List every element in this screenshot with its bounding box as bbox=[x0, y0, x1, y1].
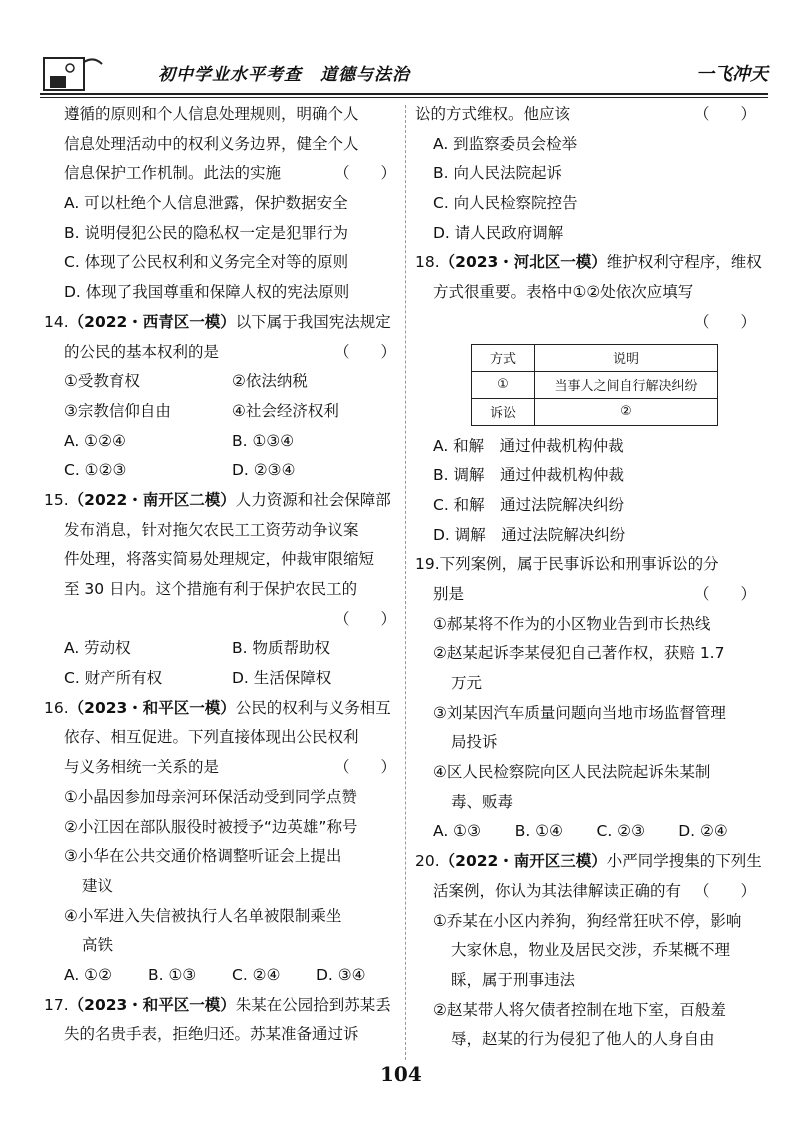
q15-number: 15. bbox=[44, 490, 69, 509]
q16-item-4: ④小军进入失信被执行人名单被限制乘坐 bbox=[64, 906, 342, 925]
q19-item-3: ③刘某因汽车质量问题向当地市场监督管理 bbox=[433, 703, 726, 722]
q19-option-c[interactable]: C. ②③ bbox=[596, 822, 645, 841]
q18-table-cell: 诉讼 bbox=[472, 398, 535, 425]
q16-stem-line: 依存、相互促进。下列直接体现出公民权利 bbox=[64, 728, 359, 747]
q18-option-a[interactable]: A. 和解 通过仲裁机构仲裁 bbox=[433, 436, 624, 455]
q13-stem-end: 信息保护工作机制。此法的实施 bbox=[64, 164, 282, 183]
q15-stem-line: 件处理，将落实简易处理规定，仲裁审限缩短 bbox=[64, 550, 375, 569]
q13-text-line: 信息处理活动中的权利义务边界，健全个人 bbox=[64, 134, 359, 153]
q20-stem-text-2: 活案例，你认为其法律解读正确的有 bbox=[433, 881, 682, 900]
q20-answer-blank[interactable]: （ ） bbox=[693, 881, 756, 900]
q18-stem bbox=[415, 248, 760, 278]
q19-answer-blank[interactable]: （ ） bbox=[693, 584, 756, 603]
q13-option-b[interactable]: B. 说明侵犯公民的隐私权一定是犯罪行为 bbox=[64, 223, 348, 242]
q18-option-c[interactable]: C. 和解 通过法院解决纠纷 bbox=[433, 495, 625, 514]
q18-table-header: 方式 bbox=[472, 344, 535, 371]
q13-option-c[interactable]: C. 体现了公民权利和义务完全对等的原则 bbox=[64, 253, 349, 272]
q20-item-1-cont: 大家休息，物业及居民交涉，乔某概不理 bbox=[451, 941, 731, 960]
q19-stem-line bbox=[415, 580, 760, 610]
q15-option-d[interactable]: D. 生活保障权 bbox=[232, 669, 332, 688]
q14-option-b[interactable]: B. ①③④ bbox=[232, 431, 295, 450]
q20-number: 20. bbox=[415, 852, 440, 871]
q14-answer-blank[interactable]: （ ） bbox=[333, 342, 396, 361]
q15-options-row bbox=[64, 664, 400, 694]
book-logo-icon bbox=[42, 52, 104, 94]
q20-item-2-cont: 辱，赵某的行为侵犯了他人的人身自由 bbox=[451, 1030, 715, 1049]
q16-answer-blank[interactable]: （ ） bbox=[333, 758, 396, 777]
q14-items-row bbox=[64, 397, 400, 427]
q13-option-a[interactable]: A. 可以杜绝个人信息泄露，保护数据安全 bbox=[64, 194, 348, 213]
q14-number: 14. bbox=[44, 312, 69, 331]
q18-table bbox=[471, 344, 718, 426]
q16-option-b[interactable]: B. ①③ bbox=[148, 965, 197, 984]
q17-stem-text: 朱某在公园拾到苏某丢 bbox=[235, 995, 391, 1014]
left-column bbox=[44, 100, 400, 1050]
q19-stem-text: 下列案例，属于民事诉讼和刑事诉讼的分 bbox=[439, 555, 719, 574]
q19-number: 19. bbox=[415, 555, 440, 574]
q16-source-tag: （2023・和平区一模） bbox=[68, 698, 236, 717]
q15-stem-text: 人力资源和社会保障部 bbox=[235, 490, 391, 509]
column-divider bbox=[405, 105, 406, 1060]
q15-answer-blank[interactable]: （ ） bbox=[333, 609, 396, 628]
q16-option-c[interactable]: C. ②④ bbox=[232, 965, 281, 984]
header-rule bbox=[40, 93, 768, 95]
q14-item-4: ④社会经济权利 bbox=[232, 401, 339, 420]
header-title: 初中学业水平考查 道德与法治 bbox=[158, 65, 410, 85]
page-number: 104 bbox=[380, 1062, 422, 1086]
q16-stem-line bbox=[64, 753, 400, 783]
q17-option-b[interactable]: B. 向人民法院起诉 bbox=[433, 164, 562, 183]
q16-stem-text-3: 与义务相统一关系的是 bbox=[64, 758, 220, 777]
q16-stem-text: 公民的权利与义务相互 bbox=[235, 698, 391, 717]
q16-option-d[interactable]: D. ③④ bbox=[316, 965, 366, 984]
q19-option-a[interactable]: A. ①③ bbox=[433, 822, 481, 841]
q20-item-1-cont: 睬，属于刑事违法 bbox=[451, 970, 576, 989]
q18-table-cell: ① bbox=[472, 371, 535, 398]
q14-options-row bbox=[64, 456, 400, 486]
q17-stem-end: 讼的方式维权。他应该 bbox=[415, 105, 571, 123]
q15-stem-line: 至 30 日内。这个措施有利于保护农民工的 bbox=[64, 580, 358, 598]
q14-stem-text: 以下属于我国宪法规定 bbox=[235, 312, 391, 331]
q17-source-tag: （2023・和平区一模） bbox=[68, 995, 236, 1014]
q18-stem-line: 方式很重要。表格中①②处依次应填写 bbox=[433, 283, 694, 302]
q19-options-row bbox=[415, 817, 760, 847]
q15-option-b[interactable]: B. 物质帮助权 bbox=[232, 639, 330, 658]
brand-logo: 一飞冲天 bbox=[696, 64, 768, 85]
q20-item-1: ①乔某在小区内养狗，狗经常狂吠不停，影响 bbox=[433, 911, 742, 930]
header-rule-thin bbox=[40, 97, 768, 98]
q18-option-b[interactable]: B. 调解 通过仲裁机构仲裁 bbox=[433, 466, 624, 485]
q15-stem bbox=[44, 486, 400, 516]
q16-item-4-cont: 高铁 bbox=[82, 936, 114, 955]
q16-item-3-cont: 建议 bbox=[82, 876, 114, 895]
q20-stem-text: 小严同学搜集的下列生 bbox=[606, 852, 762, 871]
q18-option-d[interactable]: D. 调解 通过法院解决纠纷 bbox=[433, 525, 626, 544]
q20-stem bbox=[415, 847, 760, 877]
q20-stem-line bbox=[415, 877, 760, 907]
q19-item-2: ②赵某起诉李某侵犯自己著作权，获赔 1.7 bbox=[433, 644, 725, 663]
q20-source-tag: （2022・南开区三模） bbox=[439, 852, 607, 871]
q18-answer-blank[interactable]: （ ） bbox=[693, 312, 756, 331]
q18-number: 18. bbox=[415, 253, 440, 272]
q18-table-cell: ② bbox=[535, 398, 718, 425]
q19-option-b[interactable]: B. ①④ bbox=[514, 822, 564, 841]
q17-option-a[interactable]: A. 到监察委员会检举 bbox=[433, 134, 578, 153]
q17-answer-blank[interactable]: （ ） bbox=[693, 105, 756, 123]
q15-option-a[interactable]: A. 劳动权 bbox=[64, 639, 131, 658]
q14-options-row bbox=[64, 427, 400, 457]
q13-text-line: 遵循的原则和个人信息处理规则，明确个人 bbox=[64, 105, 359, 123]
q13-text-line bbox=[64, 159, 400, 189]
q14-source-tag: （2022・西青区一模） bbox=[68, 312, 236, 331]
q19-option-d[interactable]: D. ②④ bbox=[678, 822, 728, 841]
q19-item-4-cont: 毒、贩毒 bbox=[451, 792, 514, 811]
q17-option-d[interactable]: D. 请人民政府调解 bbox=[433, 223, 564, 242]
q14-stem-text-2: 的公民的基本权利的是 bbox=[64, 342, 220, 361]
q13-answer-blank[interactable]: （ ） bbox=[333, 164, 396, 183]
q17-stem-cont bbox=[415, 100, 760, 130]
q19-item-4: ④区人民检察院向区人民法院起诉朱某制 bbox=[433, 763, 711, 782]
q17-stem-line: 失的名贵手表，拒绝归还。苏某准备通过诉 bbox=[64, 1025, 359, 1044]
q18-table-row bbox=[472, 371, 718, 398]
q14-item-2: ②依法纳税 bbox=[232, 372, 308, 391]
q18-source-tag: （2023・河北区一模） bbox=[439, 253, 607, 272]
q15-paren-line bbox=[64, 605, 400, 635]
q19-item-3-cont: 局投诉 bbox=[451, 733, 498, 752]
page-header bbox=[40, 52, 768, 96]
q14-stem-line bbox=[64, 338, 400, 368]
q18-paren-line bbox=[415, 308, 760, 338]
q18-table-header: 说明 bbox=[535, 344, 718, 371]
q18-table-row bbox=[472, 398, 718, 425]
q14-items-row bbox=[64, 367, 400, 397]
q16-option-a[interactable]: A. ①② bbox=[64, 965, 112, 984]
q15-option-c[interactable]: C. 财产所有权 bbox=[64, 669, 163, 688]
q16-item-2: ②小江因在部队服役时被授予“边英雄”称号 bbox=[64, 817, 358, 836]
q17-stem bbox=[44, 991, 400, 1021]
q19-stem-text-2: 别是 bbox=[433, 584, 465, 603]
q14-item-3: ③宗教信仰自由 bbox=[64, 401, 171, 420]
q18-table-cell: 当事人之间自行解决纠纷 bbox=[535, 371, 718, 398]
q16-options-row bbox=[64, 961, 400, 991]
q17-option-c[interactable]: C. 向人民检察院控告 bbox=[433, 194, 578, 213]
q16-item-1: ①小晶因参加母亲河环保活动受到同学点赞 bbox=[64, 787, 357, 806]
q16-number: 16. bbox=[44, 698, 69, 717]
q17-number: 17. bbox=[44, 995, 69, 1014]
q15-source-tag: （2022・南开区二模） bbox=[68, 490, 236, 509]
q13-option-d[interactable]: D. 体现了我国尊重和保障人权的宪法原则 bbox=[64, 283, 350, 302]
q14-option-c[interactable]: C. ①②③ bbox=[64, 461, 127, 480]
q14-stem bbox=[44, 308, 400, 338]
q16-stem bbox=[44, 694, 400, 724]
q16-item-3: ③小华在公共交通价格调整听证会上提出 bbox=[64, 847, 342, 866]
q18-table-header-row bbox=[472, 344, 718, 371]
q14-option-d[interactable]: D. ②③④ bbox=[232, 461, 296, 480]
q19-item-2-cont: 万元 bbox=[451, 674, 483, 692]
q19-item-1: ①郝某将不作为的小区物业告到市长热线 bbox=[433, 614, 711, 633]
q14-item-1: ①受教育权 bbox=[64, 372, 140, 391]
q15-stem-line: 发布消息，针对拖欠农民工工资劳动争议案 bbox=[64, 520, 359, 539]
q19-stem bbox=[415, 550, 760, 580]
q18-stem-text: 维护权利守程序，维权 bbox=[606, 253, 762, 272]
q15-options-row bbox=[64, 634, 400, 664]
q20-item-2: ②赵某带人将欠债者控制在地下室，百般羞 bbox=[433, 1000, 726, 1019]
q14-option-a[interactable]: A. ①②④ bbox=[64, 431, 126, 450]
right-column bbox=[415, 100, 760, 1055]
